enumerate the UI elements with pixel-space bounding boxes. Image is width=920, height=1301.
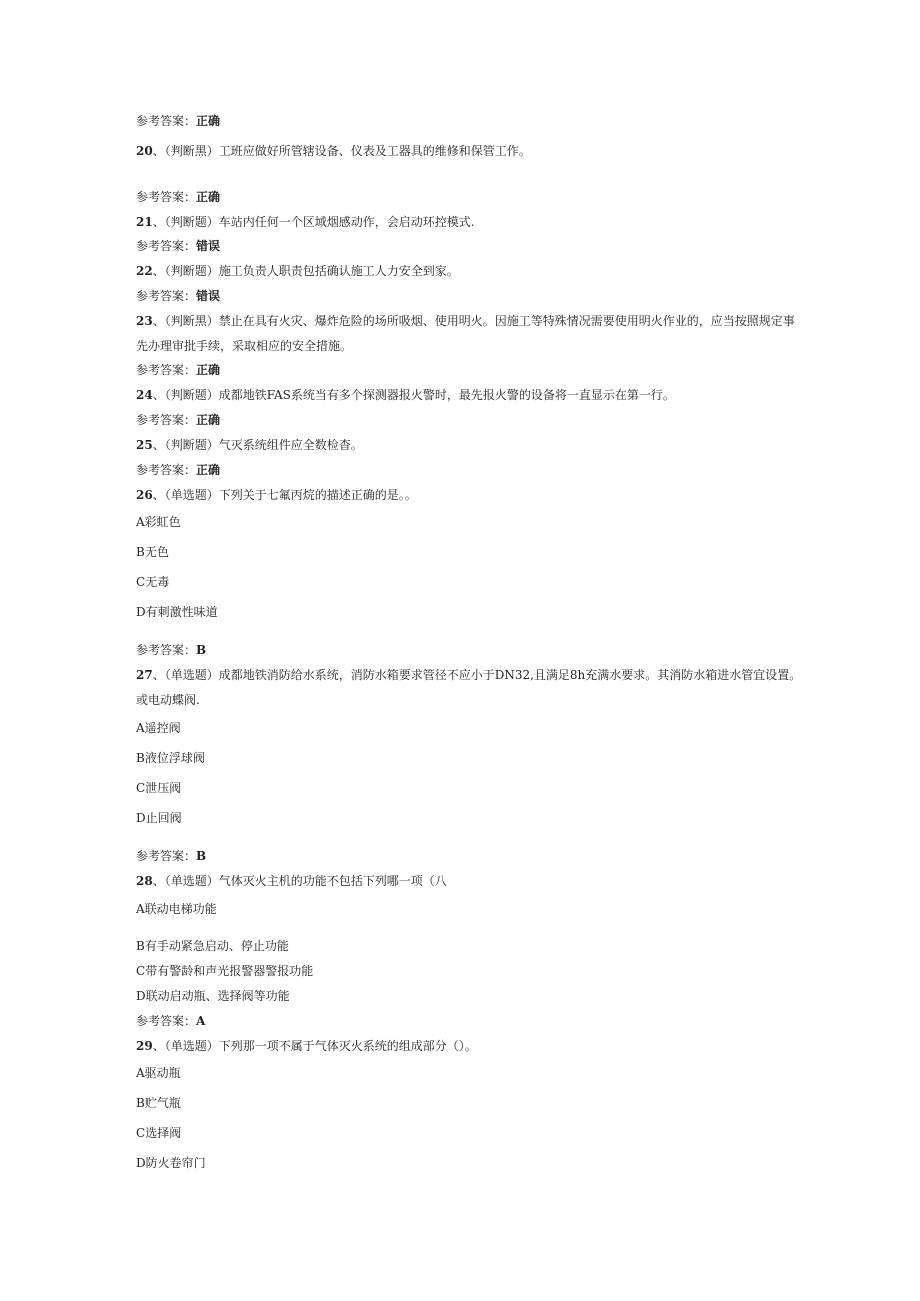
- question-separator: 、: [152, 874, 165, 888]
- option-text: 遥控阀: [144, 721, 181, 735]
- answer-line: [136, 189, 220, 205]
- question-separator: 、: [152, 264, 165, 278]
- question-continuation: [136, 338, 352, 354]
- question-number: 23: [136, 314, 153, 328]
- option-d: [136, 604, 218, 620]
- option-letter: D: [136, 811, 146, 825]
- option-b: [136, 544, 169, 560]
- option-letter: B: [136, 545, 145, 559]
- answer-label: 参考答案：: [136, 1014, 197, 1028]
- option-c: [136, 780, 181, 796]
- option-a: [136, 1065, 181, 1081]
- option-d: [136, 988, 290, 1004]
- answer-value: 正确: [196, 463, 221, 477]
- question-separator: 、: [152, 1039, 165, 1053]
- question-28: [136, 873, 447, 889]
- option-text: 联动电梯功能: [144, 902, 217, 916]
- option-letter: A: [136, 1066, 145, 1080]
- option-text: 无色: [144, 545, 169, 559]
- question-number: 27: [136, 668, 153, 682]
- option-letter: A: [136, 721, 145, 735]
- answer-line: [136, 412, 220, 428]
- option-d: [136, 1155, 206, 1171]
- question-20: [136, 143, 531, 159]
- question-number: 28: [136, 874, 153, 888]
- option-text: 彩虹色: [144, 515, 181, 529]
- option-letter: A: [136, 902, 145, 916]
- question-29: [136, 1038, 477, 1054]
- answer-label: 参考答案：: [136, 289, 197, 303]
- answer-value: 正确: [196, 363, 221, 377]
- question-text: （单选题）成都地铁消防给水系统，消防水箱要求管径不应小于DN32,且满足8h充满水要求。其消防水箱进水管宜设置。: [164, 668, 802, 682]
- option-b: [136, 750, 205, 766]
- option-text: 联动启动瓶、选择阀等功能: [145, 989, 290, 1003]
- option-text: 有手动紧急启动、停止功能: [144, 939, 289, 953]
- option-b: [136, 1095, 181, 1111]
- option-letter: A: [136, 515, 145, 529]
- question-number: 29: [136, 1039, 153, 1053]
- question-separator: 、: [152, 144, 165, 158]
- answer-label: 参考答案：: [136, 413, 197, 427]
- question-21: [136, 214, 475, 230]
- answer-label: 参考答案：: [136, 643, 197, 657]
- question-text: （判断黑）禁止在具有火灾、爆炸危险的场所吸烟、使用明火。因施工等特殊情况需要使用明火作业的，应当按照规定事: [164, 314, 795, 328]
- answer-value: 正确: [196, 190, 221, 204]
- option-text: 贮气瓶: [144, 1096, 181, 1110]
- option-letter: C: [136, 1126, 146, 1140]
- answer-value: 错误: [196, 239, 221, 253]
- option-text: 有刺激性味道: [145, 605, 218, 619]
- option-text: 带有警龄和声光报警器警报功能: [145, 964, 314, 978]
- option-letter: C: [136, 781, 146, 795]
- option-text: 泄压阀: [145, 781, 182, 795]
- answer-line: [136, 848, 206, 864]
- option-text: 选择阀: [145, 1126, 182, 1140]
- answer-label: 参考答案：: [136, 239, 197, 253]
- option-text: 驱动瓶: [144, 1066, 181, 1080]
- option-text: 无毒: [145, 575, 170, 589]
- question-text: （判断题）成都地铁FAS系统当有多个探测器报火警时，最先报火警的设备将一直显示在第一行。: [164, 388, 675, 402]
- option-letter: D: [136, 989, 146, 1003]
- question-continuation: [136, 692, 200, 708]
- answer-value: A: [196, 1014, 206, 1028]
- question-text: （判断题）车站内任何一个区域烟感动作，会启动环控模式.: [164, 215, 475, 229]
- option-text: 防火卷帘门: [145, 1156, 206, 1170]
- answer-line: [136, 462, 220, 478]
- question-26: [136, 487, 417, 503]
- answer-label: 参考答案：: [136, 463, 197, 477]
- option-text: 液位浮球阀: [144, 751, 205, 765]
- option-letter: D: [136, 1156, 146, 1170]
- question-text: （判断黑）工班应做好所管辖设备、仪表及工器具的维修和保管工作。: [164, 144, 531, 158]
- option-a: [136, 720, 181, 736]
- answer-label: 参考答案：: [136, 114, 197, 128]
- question-text: （判断题）施工负责人职责包括确认施工人力安全到家。: [164, 264, 459, 278]
- question-27: [136, 667, 801, 683]
- option-a: [136, 514, 181, 530]
- question-separator: 、: [152, 215, 165, 229]
- question-22: [136, 263, 459, 279]
- question-24: [136, 387, 675, 403]
- option-c: [136, 963, 313, 979]
- question-separator: 、: [152, 388, 165, 402]
- question-number: 26: [136, 488, 153, 502]
- answer-label: 参考答案：: [136, 849, 197, 863]
- question-separator: 、: [152, 314, 165, 328]
- question-separator: 、: [152, 668, 165, 682]
- question-number: 20: [136, 144, 153, 158]
- question-text: （单选题）气体灭火主机的功能不包括下列哪一项（八: [164, 874, 447, 888]
- answer-value: 正确: [196, 114, 221, 128]
- option-letter: B: [136, 1096, 145, 1110]
- option-c: [136, 1125, 181, 1141]
- question-text: （判断题）气灭系统组件应全数检杳。: [164, 438, 363, 452]
- option-a: [136, 901, 217, 917]
- option-b: [136, 938, 289, 954]
- option-letter: C: [136, 575, 146, 589]
- option-letter: C: [136, 964, 146, 978]
- continuation-text: 或电动蝶阀.: [136, 693, 200, 707]
- answer-line: [136, 288, 220, 304]
- option-letter: D: [136, 605, 146, 619]
- option-text: 止回阀: [145, 811, 182, 825]
- answer-value: 正确: [196, 413, 221, 427]
- question-text: （单选题）下列关于七氟丙烷的描述正确的是。。: [164, 488, 417, 502]
- answer-line: [136, 113, 220, 129]
- continuation-text: 先办理审批手续，采取相应的安全措施。: [136, 339, 353, 353]
- answer-line: [136, 642, 206, 658]
- question-number: 25: [136, 438, 153, 452]
- option-c: [136, 574, 169, 590]
- answer-line: [136, 1013, 205, 1029]
- question-25: [136, 437, 363, 453]
- answer-line: [136, 362, 220, 378]
- question-number: 24: [136, 388, 153, 402]
- answer-value: B: [196, 849, 207, 863]
- answer-value: B: [196, 643, 207, 657]
- question-separator: 、: [152, 438, 165, 452]
- option-d: [136, 810, 182, 826]
- answer-value: 错误: [196, 289, 221, 303]
- option-letter: B: [136, 939, 145, 953]
- option-letter: B: [136, 751, 145, 765]
- question-number: 22: [136, 264, 153, 278]
- answer-label: 参考答案：: [136, 363, 197, 377]
- question-23: [136, 313, 795, 329]
- answer-line: [136, 238, 220, 254]
- question-text: （单选题）下列那一项不属于气体灭火系统的组成部分（）。: [164, 1039, 477, 1053]
- question-number: 21: [136, 215, 153, 229]
- question-separator: 、: [152, 488, 165, 502]
- answer-label: 参考答案：: [136, 190, 197, 204]
